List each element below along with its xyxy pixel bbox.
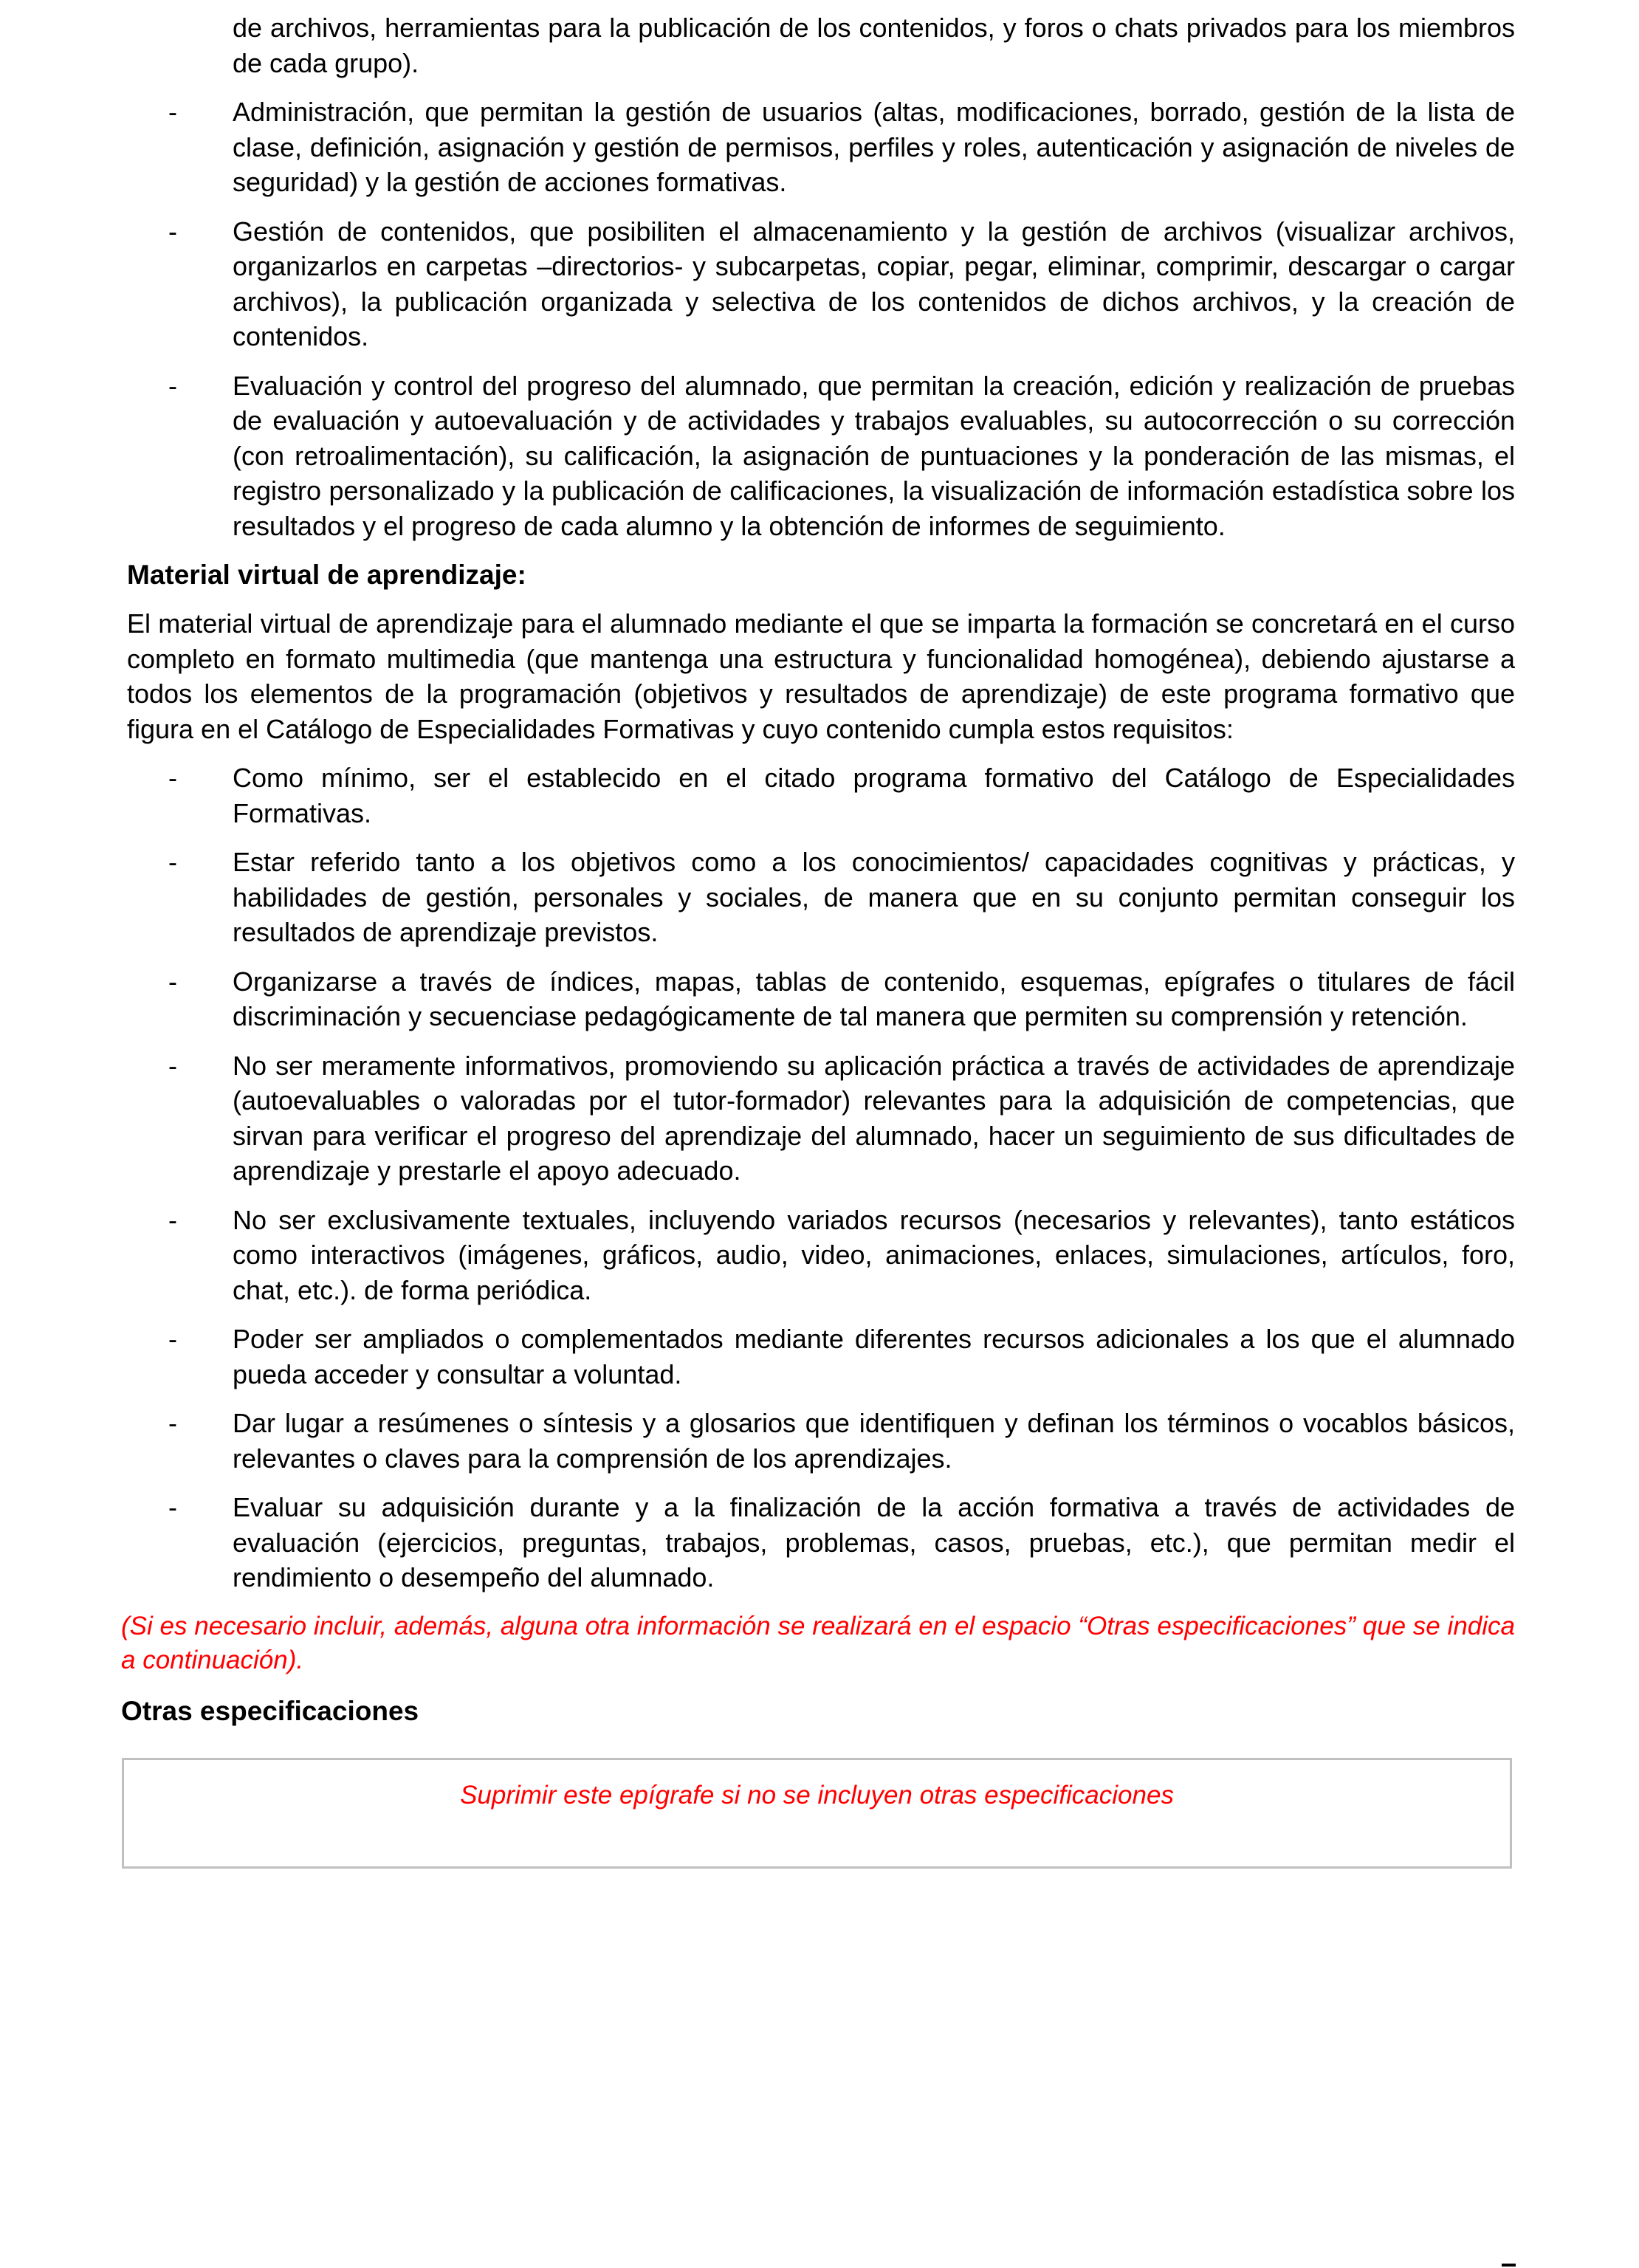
list-item (127, 964, 1515, 1034)
dash-bullet-icon: - (168, 1050, 177, 1081)
list-item (127, 845, 1515, 950)
list-item-text: Poder ser ampliados o complementados mediante diferentes recursos adicionales a los que el alumnado pueda acceder y consultar a voluntad. (233, 1324, 1515, 1389)
dash-bullet-icon: - (168, 216, 177, 247)
instruction-note: (Si es necesario incluir, además, alguna otra información se realizará en el espacio “Otras especificaciones” que se indica a continuación). (121, 1611, 1515, 1674)
list-item-text: Estar referido tanto a los objetivos como a los conocimientos/ capacidades cognitivas y prácticas, y habilidades de gestión, personales y sociales, de manera que en su conjunto permitan conseguir los resultados de aprendizaje previstos. (233, 847, 1515, 947)
list-item-text: No ser meramente informativos, promoviendo su aplicación práctica a través de actividades de aprendizaje (autoevaluables o valoradas por el tutor-formador) relevantes para la adquisición de competencias, que sirvan para verificar el progreso del aprendizaje del alumnado, hacer un seguimiento de sus dificultades de aprendizaje y prestarle el apoyo adecuado. (233, 1050, 1515, 1186)
dash-bullet-icon: - (168, 1408, 177, 1438)
platform-features-list (127, 94, 1515, 543)
dash-bullet-icon: - (168, 847, 177, 877)
list-item-text: Administración, que permitan la gestión de usuarios (altas, modificaciones, borrado, gestión de la lista de clase, definición, asignación y gestión de permisos, perfiles y roles, autenticación y asignación de niveles de seguridad) y la gestión de acciones formativas. (233, 97, 1515, 197)
list-item-text: No ser exclusivamente textuales, incluyendo variados recursos (necesarios y relevantes), tanto estáticos como interactivos (imágenes, gráficos, audio, video, animaciones, enlaces, simulaciones, artículos, foro, chat, etc.). de forma periódica. (233, 1204, 1515, 1305)
dash-bullet-icon: - (168, 97, 177, 127)
list-item (127, 1406, 1515, 1476)
list-item (127, 1203, 1515, 1308)
dash-bullet-icon: - (168, 966, 177, 997)
list-item (127, 1048, 1515, 1189)
dash-bullet-icon: - (168, 763, 177, 793)
page-number-fragment (1502, 2264, 1516, 2267)
material-intro-paragraph: El material virtual de aprendizaje para el alumnado mediante el que se imparta la formación se concretará en el curso completo en formato multimedia (que mantenga una estructura y funcionalidad homogénea), debiendo ajustarse a todos los elementos de la programación (objetivos y resultados de aprendizaje) de este programa formativo que figura en el Catálogo de Especialidades Formativas y cuyo contenido cumpla estos requisitos: (127, 608, 1515, 744)
other-specs-placeholder: Suprimir este epígrafe si no se incluyen otras especificaciones (460, 1780, 1174, 1810)
list-item (127, 368, 1515, 544)
list-item-text: Dar lugar a resúmenes o síntesis y a glosarios que identifiquen y definan los términos o vocablos básicos, relevantes o claves para la comprensión de los aprendizajes. (233, 1408, 1515, 1474)
list-item (127, 1322, 1515, 1392)
list-item-text: Organizarse a través de índices, mapas, tablas de contenido, esquemas, epígrafes o titulares de fácil discriminación y secuenciase pedagógicamente de tal manera que permiten su comprensión y retención. (233, 966, 1515, 1031)
continuation-text: de archivos, herramientas para la publicación de los contenidos, y foros o chats privados para los miembros de cada grupo). (233, 13, 1515, 78)
dash-bullet-icon: - (168, 1492, 177, 1522)
list-item-text: Como mínimo, ser el establecido en el citado programa formativo del Catálogo de Especialidades Formativas. (233, 763, 1515, 828)
list-item-text: Evaluación y control del progreso del alumnado, que permitan la creación, edición y realización de pruebas de evaluación y autoevaluación y de actividades y trabajos evaluables, su autocorrección o su corrección (con retroalimentación), su calificación, la asignación de puntuaciones y la ponderación de las mismas, el registro personalizado y la publicación de calificaciones, la visualización de información estadística sobre los resultados y el progreso de cada alumno y la obtención de informes de seguimiento. (233, 370, 1515, 541)
list-item (127, 94, 1515, 200)
material-requirements-list (127, 760, 1515, 1595)
dash-bullet-icon: - (168, 1324, 177, 1354)
document-page (121, 10, 1515, 1869)
list-item-text: Gestión de contenidos, que posibiliten el almacenamiento y la gestión de archivos (visualizar archivos, organizarlos en carpetas –directorios- y subcarpetas, copiar, pegar, eliminar, comprimir, descargar o cargar archivos), la publicación organizada y selectiva de los contenidos de dichos archivos, y la creación de contenidos. (233, 216, 1515, 351)
list-item (127, 1490, 1515, 1595)
dash-bullet-icon: - (168, 1204, 177, 1235)
section-heading-material: Material virtual de aprendizaje: (127, 560, 526, 590)
list-item (127, 760, 1515, 831)
list-item-text: Evaluar su adquisición durante y a la finalización de la acción formativa a través de actividades de evaluación (ejercicios, preguntas, trabajos, problemas, casos, pruebas, etc.), que permitan medir el rendimiento o desempeño del alumnado. (233, 1492, 1515, 1592)
list-item (127, 214, 1515, 354)
section-heading-other-specs: Otras especificaciones (121, 1695, 419, 1726)
dash-bullet-icon: - (168, 370, 177, 401)
other-specs-box[interactable] (122, 1758, 1512, 1869)
